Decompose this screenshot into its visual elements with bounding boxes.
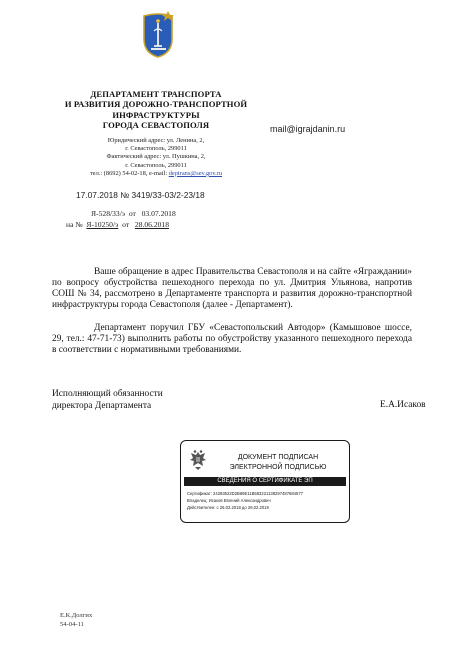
address-line: Фактический адрес: ул. Пушкина, 2, <box>106 153 206 161</box>
department-name <box>52 89 260 131</box>
ref2-prefix: на № <box>66 220 83 229</box>
certificate-info-bar: СВЕДЕНИЯ О СЕРТИФИКАТЕ ЭП <box>184 477 346 486</box>
ref2-number: Я-10250/э <box>86 220 119 229</box>
body-paragraph-1: Ваше обращение в адрес Правительства Севастополя и на сайте «Яграждании» по вопросу обустройства пешеходного перехода по ул. Дмитрия Ульянова, напротив СОШ № 34, рассмотрено в Департаменте транспорта и развития дорожно-транспортной инфраструктуры города Севастополя (далее - Департамент). <box>52 267 412 311</box>
ref2-from: от <box>122 220 130 229</box>
ref1-number: Я-528/33/э <box>91 209 126 218</box>
reference-line-2 <box>66 220 169 229</box>
address-line: г. Севастополь, 299011 <box>125 145 187 153</box>
contacts-prefix: тел.: (8692) 54-02-18, e-mail: <box>89 169 169 177</box>
department-line: ИНФРАСТРУКТУРЫ <box>112 109 200 120</box>
russian-eagle-icon <box>189 449 207 471</box>
address-line: г. Севастополь, 299011 <box>125 161 187 169</box>
outgoing-registration-number: 17.07.2018 № 3419/33-03/2-23/18 <box>76 190 205 200</box>
electronic-signature-stamp <box>180 440 350 523</box>
position-line: директора Департамента <box>52 401 152 411</box>
stamp-title <box>211 453 345 473</box>
address-line: Юридический адрес: ул. Ленина, 2, <box>107 137 205 144</box>
department-line: ГОРОДА СЕВАСТОПОЛЯ <box>102 120 210 131</box>
signatory-name: Е.А.Исаков <box>380 400 426 410</box>
department-line: И РАЗВИТИЯ ДОРОЖНО-ТРАНСПОРТНОЙ <box>64 99 248 110</box>
stamp-title-line: ДОКУМЕНТ ПОДПИСАН <box>237 454 319 461</box>
executor-info <box>60 612 92 629</box>
contacts-line <box>52 170 260 178</box>
stamp-title-line: ЭЛЕКТРОННОЙ ПОДПИСЬЮ <box>229 464 327 471</box>
certificate-validity: Действителен: с 26.02.2018 до 26.02.2019 <box>187 505 269 510</box>
signatory-position <box>52 388 163 412</box>
executor-name: Е.К.Долгих <box>60 612 93 619</box>
reference-line-1 <box>91 209 176 218</box>
ref1-from: от <box>128 209 136 218</box>
body-paragraph-2: Департамент поручил ГБУ «Севастопольский Автодор» (Камышовое шоссе, 29, тел.: 47-71-73) выполнить работы по обустройству указанного пешеходного перехода в соответствии с нормативными требованиями. <box>52 323 412 356</box>
certificate-serial: Сертификат: 24283522D2B69E11B583221138297487684577 <box>187 491 304 496</box>
sevastopol-coat-of-arms-icon <box>138 9 178 59</box>
certificate-owner: Владелец: Исаков Евгений Александрович <box>187 498 271 503</box>
ref2-date: 28.06.2018 <box>134 220 170 229</box>
recipient-email: mail@igrajdanin.ru <box>270 124 346 134</box>
department-email-link[interactable]: deptrans@sev.gov.ru <box>168 169 223 177</box>
ref1-date: 03.07.2018 <box>141 209 176 218</box>
position-line: Исполняющий обязанности <box>52 389 163 399</box>
department-line: ДЕПАРТАМЕНТ ТРАНСПОРТА <box>90 89 222 99</box>
department-address <box>52 137 260 178</box>
executor-phone: 54-04-11 <box>60 620 84 628</box>
